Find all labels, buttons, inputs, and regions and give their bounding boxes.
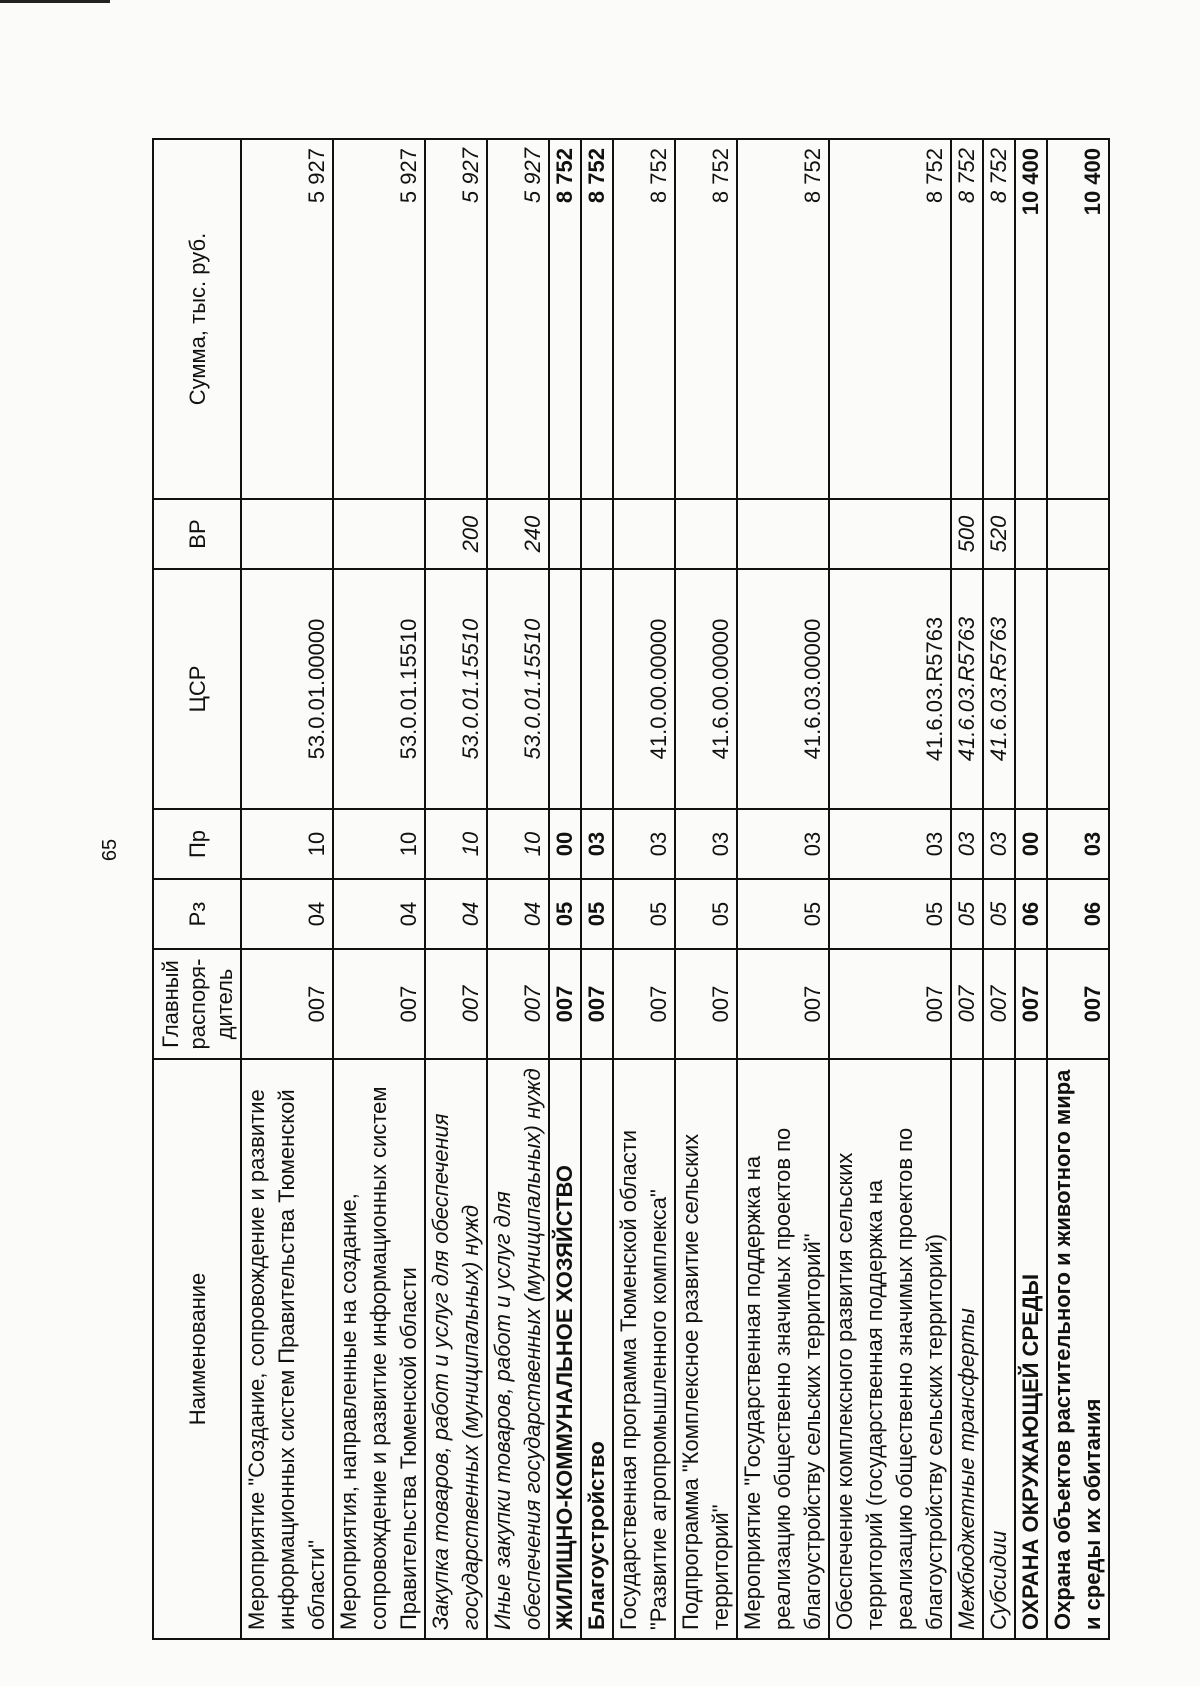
row-rz: 06	[1015, 879, 1047, 949]
row-vr	[549, 499, 581, 569]
header-pr: Пр	[153, 809, 241, 879]
table-row	[581, 139, 613, 1639]
row-admin: 007	[737, 949, 829, 1059]
row-admin: 007	[1015, 949, 1047, 1059]
row-rz: 04	[241, 879, 333, 949]
row-csr: 41.6.03.R5763	[829, 569, 951, 809]
row-sum: 10 400	[1047, 139, 1109, 499]
row-sum: 5 927	[333, 139, 425, 499]
row-csr: 53.0.01.15510	[487, 569, 549, 809]
table-row	[613, 139, 675, 1639]
row-name: Субсидии	[983, 1059, 1015, 1639]
row-pr: 03	[983, 809, 1015, 879]
table-row	[425, 139, 487, 1639]
row-rz: 05	[951, 879, 983, 949]
row-rz: 05	[581, 879, 613, 949]
header-sum: Сумма, тыс. руб.	[153, 139, 241, 499]
row-sum: 8 752	[983, 139, 1015, 499]
row-pr: 03	[581, 809, 613, 879]
scan-edge-line	[0, 0, 110, 3]
row-pr: 03	[737, 809, 829, 879]
row-vr	[613, 499, 675, 569]
row-rz: 05	[829, 879, 951, 949]
row-name: Закупка товаров, работ и услуг для обеспечения государственных (муниципальных) нужд	[425, 1059, 487, 1639]
row-sum: 8 752	[737, 139, 829, 499]
row-csr: 41.6.03.R5763	[951, 569, 983, 809]
row-admin: 007	[613, 949, 675, 1059]
row-sum: 8 752	[829, 139, 951, 499]
row-pr: 03	[951, 809, 983, 879]
row-pr: 03	[613, 809, 675, 879]
row-rz: 04	[487, 879, 549, 949]
rotated-table-container	[152, 140, 1105, 1640]
header-vr: ВР	[153, 499, 241, 569]
row-rz: 04	[333, 879, 425, 949]
row-vr: 200	[425, 499, 487, 569]
row-vr	[1047, 499, 1109, 569]
row-admin: 007	[581, 949, 613, 1059]
row-name: Мероприятие "Государственная поддержка на реализацию общественно значимых проектов по благоустройству сельских территорий"	[737, 1059, 829, 1639]
row-sum: 5 927	[425, 139, 487, 499]
table-row	[1047, 139, 1109, 1639]
row-rz: 05	[549, 879, 581, 949]
row-name: Межбюджетные трансферты	[951, 1059, 983, 1639]
row-vr: 500	[951, 499, 983, 569]
row-csr: 41.6.03.00000	[737, 569, 829, 809]
table-row	[951, 139, 983, 1639]
row-admin: 007	[983, 949, 1015, 1059]
budget-table	[152, 138, 1110, 1640]
row-sum: 10 400	[1015, 139, 1047, 499]
row-vr	[581, 499, 613, 569]
row-vr	[829, 499, 951, 569]
header-name: Наименование	[153, 1059, 241, 1639]
row-csr: 41.0.00.00000	[613, 569, 675, 809]
row-admin: 007	[1047, 949, 1109, 1059]
row-admin: 007	[549, 949, 581, 1059]
row-rz: 05	[675, 879, 737, 949]
row-pr: 03	[1047, 809, 1109, 879]
row-pr: 10	[487, 809, 549, 879]
row-csr	[581, 569, 613, 809]
table-row	[333, 139, 425, 1639]
row-csr	[549, 569, 581, 809]
table-row	[1015, 139, 1047, 1639]
row-name: Обеспечение комплексного развития сельских территорий (государственная поддержка на реализацию общественно значимых проектов по благоустройству сельских территорий)	[829, 1059, 951, 1639]
row-rz: 04	[425, 879, 487, 949]
row-csr: 41.6.03.R5763	[983, 569, 1015, 809]
row-rz: 06	[1047, 879, 1109, 949]
table-row	[675, 139, 737, 1639]
page-number: 65	[99, 838, 121, 862]
row-name: Благоустройство	[581, 1059, 613, 1639]
row-admin: 007	[333, 949, 425, 1059]
row-name: Иные закупки товаров, работ и услуг для обеспечения государственных (муниципальных) нужд	[487, 1059, 549, 1639]
row-admin: 007	[487, 949, 549, 1059]
row-sum: 8 752	[675, 139, 737, 499]
row-admin: 007	[675, 949, 737, 1059]
table-row	[549, 139, 581, 1639]
row-admin: 007	[829, 949, 951, 1059]
row-admin: 007	[951, 949, 983, 1059]
row-vr	[333, 499, 425, 569]
row-pr: 10	[425, 809, 487, 879]
row-name: ЖИЛИЩНО-КОММУНАЛЬНОЕ ХОЗЯЙСТВО	[549, 1059, 581, 1639]
row-pr: 03	[675, 809, 737, 879]
row-name: Государственная программа Тюменской области "Развитие агропромышленного комплекса"	[613, 1059, 675, 1639]
row-admin: 007	[425, 949, 487, 1059]
row-name: Мероприятия, направленные на создание, сопровождение и развитие информационных систем Правительства Тюменской области	[333, 1059, 425, 1639]
row-pr: 00	[1015, 809, 1047, 879]
table-row	[737, 139, 829, 1639]
row-pr: 00	[549, 809, 581, 879]
row-csr: 53.0.01.15510	[425, 569, 487, 809]
row-sum: 8 752	[581, 139, 613, 499]
table-row	[983, 139, 1015, 1639]
table-row	[241, 139, 333, 1639]
header-admin: Главный распоря-дитель	[153, 949, 241, 1059]
row-rz: 05	[983, 879, 1015, 949]
table-header-row	[153, 139, 241, 1639]
row-vr	[241, 499, 333, 569]
row-pr: 03	[829, 809, 951, 879]
header-rz: Рз	[153, 879, 241, 949]
row-vr: 240	[487, 499, 549, 569]
row-vr: 520	[983, 499, 1015, 569]
row-vr	[675, 499, 737, 569]
row-csr	[1047, 569, 1109, 809]
header-csr: ЦСР	[153, 569, 241, 809]
row-rz: 05	[613, 879, 675, 949]
row-name: Подпрограмма "Комплексное развитие сельских территорий"	[675, 1059, 737, 1639]
row-csr: 53.0.01.15510	[333, 569, 425, 809]
row-name: Мероприятие "Создание, сопровождение и развитие информационных систем Правительства Тюменской области"	[241, 1059, 333, 1639]
row-sum: 8 752	[549, 139, 581, 499]
row-csr	[1015, 569, 1047, 809]
row-pr: 10	[333, 809, 425, 879]
row-admin: 007	[241, 949, 333, 1059]
row-csr: 41.6.00.00000	[675, 569, 737, 809]
row-sum: 8 752	[951, 139, 983, 499]
row-rz: 05	[737, 879, 829, 949]
table-row	[829, 139, 951, 1639]
row-name: Охрана объектов растительного и животного мира и среды их обитания	[1047, 1059, 1109, 1639]
row-pr: 10	[241, 809, 333, 879]
row-sum: 8 752	[613, 139, 675, 499]
row-vr	[1015, 499, 1047, 569]
table-row	[487, 139, 549, 1639]
row-vr	[737, 499, 829, 569]
row-sum: 5 927	[487, 139, 549, 499]
row-sum: 5 927	[241, 139, 333, 499]
row-name: ОХРАНА ОКРУЖАЮЩЕЙ СРЕДЫ	[1015, 1059, 1047, 1639]
row-csr: 53.0.01.00000	[241, 569, 333, 809]
